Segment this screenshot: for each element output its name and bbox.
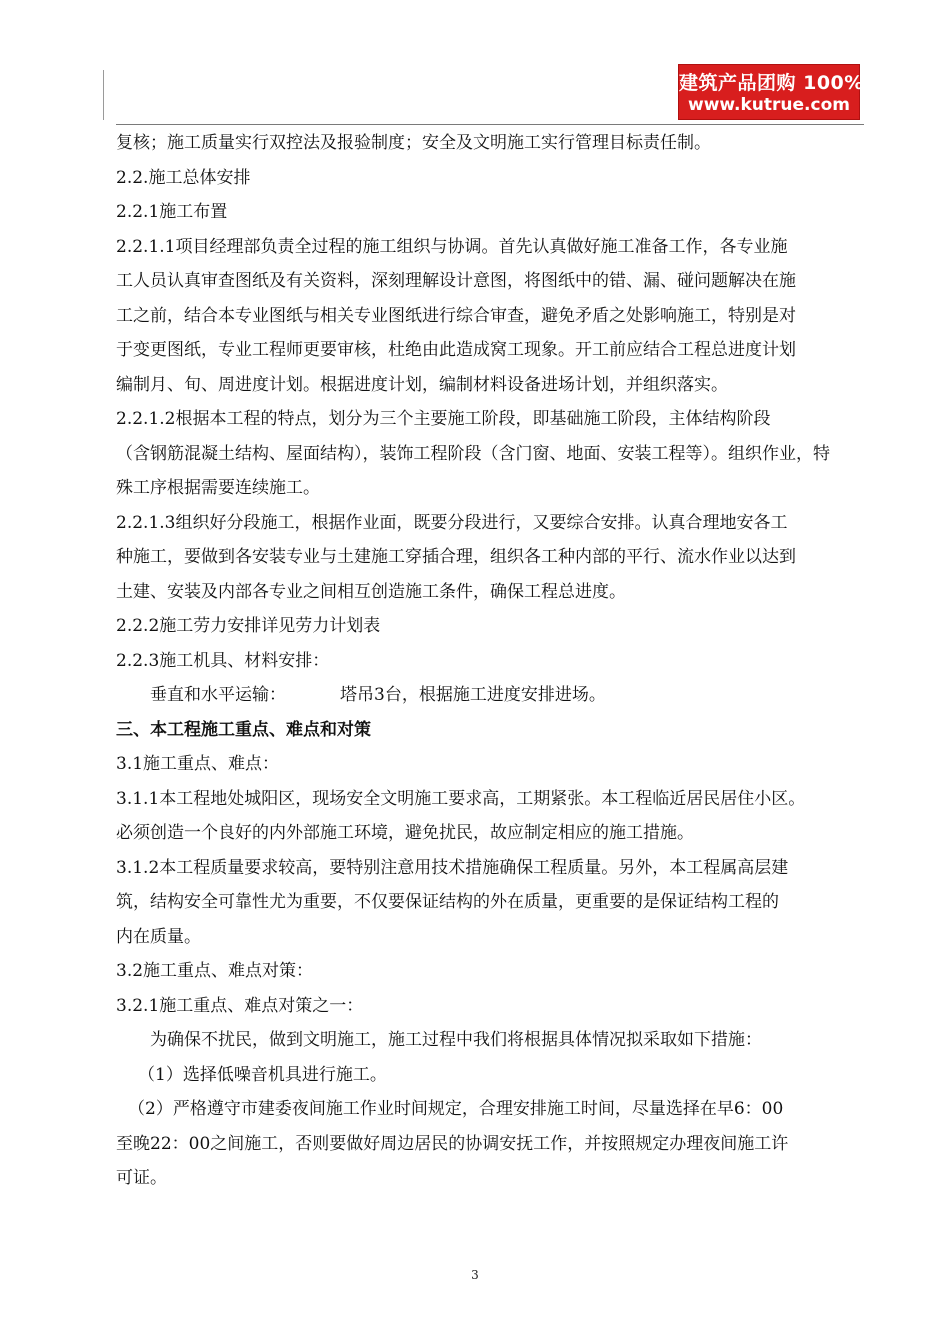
text-line: 内在质量。: [116, 926, 201, 947]
text-line: 复核；施工质量实行双控法及报验制度；安全及文明施工实行管理目标责任制。: [116, 133, 711, 153]
header-divider: [116, 124, 864, 125]
header-left-rule: [103, 70, 104, 120]
list-item: （1）选择低噪音机具进行施工。: [138, 1064, 387, 1085]
text-line: 2.2.1.1项目经理部负责全过程的施工组织与协调。首先认真做好施工准备工作，各专业施: [116, 236, 788, 257]
text-line: 3.1.1本工程地处城阳区，现场安全文明施工要求高，工期紧张。本工程临近居民居住小区。: [116, 788, 806, 809]
subsection-heading: 3.2.1施工重点、难点对策之一：: [116, 995, 364, 1016]
text-line: 2.2.1.3组织好分段施工，根据作业面，既要分段进行，又要综合安排。认真合理地安各工: [116, 512, 788, 533]
text-line: 殊工序根据需要连续施工。: [116, 478, 320, 498]
subsection-heading: 2.2.3施工机具、材料安排：: [116, 650, 330, 671]
text-line: 筑，结构安全可靠性尤为重要，不仅要保证结构的外在质量，更重要的是保证结构工程的: [116, 892, 779, 912]
subsection-heading: 2.2.1施工布置: [116, 202, 228, 222]
text-line: 于变更图纸，专业工程师更要审核，杜绝由此造成窝工现象。开工前应结合工程总进度计划: [116, 340, 796, 360]
text-line: 种施工，要做到各安装专业与土建施工穿插合理，组织各工种内部的平行、流水作业以达到: [116, 547, 796, 567]
transport-label: 垂直和水平运输：: [150, 685, 286, 705]
logo-url: www.kutrue.com: [688, 95, 850, 115]
text-line: 工人员认真审查图纸及有关资料，深刻理解设计意图，将图纸中的错、漏、碰问题解决在施: [116, 271, 796, 291]
page-number: 3: [471, 1268, 479, 1282]
text-line: 3.1.2本工程质量要求较高，要特别注意用技术措施确保工程质量。另外，本工程属高层建: [116, 857, 789, 878]
text-line: 可证。: [116, 1168, 167, 1188]
list-item: （2）严格遵守市建委夜间施工作业时间规定，合理安排施工时间，尽量选择在早6：00: [128, 1099, 784, 1119]
text-line: 至晚22：00之间施工，否则要做好周边居民的协调安抚工作，并按照规定办理夜间施工许: [116, 1133, 789, 1154]
text-line: 必须创造一个良好的内外部施工环境，避免扰民，故应制定相应的施工措施。: [116, 823, 694, 843]
text-line: 2.2.1.2根据本工程的特点，划分为三个主要施工阶段，即基础施工阶段，主体结构阶段: [116, 409, 771, 429]
transport-line: [116, 678, 871, 713]
text-line: （含钢筋混凝土结构、屋面结构），装饰工程阶段（含门窗、地面、安装工程等）。组织作业，特: [116, 443, 830, 464]
text-line: 土建、安装及内部各专业之间相互创造施工条件，确保工程总进度。: [116, 581, 626, 602]
section-heading: 3.2施工重点、难点对策：: [116, 961, 314, 981]
text-line: 编制月、旬、周进度计划。根据进度计划，编制材料设备进场计划，并组织落实。: [116, 374, 728, 395]
document-body: [116, 126, 871, 1196]
text-line: 为确保不扰民，做到文明施工，施工过程中我们将根据具体情况拟采取如下措施：: [150, 1030, 762, 1050]
logo-slogan: 建筑产品团购 100%正品: [679, 72, 903, 94]
brand-logo: [678, 64, 903, 120]
subsection-heading: 2.2.2施工劳力安排详见劳力计划表: [116, 616, 381, 636]
text-line: 工之前，结合本专业图纸与相关专业图纸进行综合审查，避免矛盾之处影响施工，特别是对: [116, 305, 796, 326]
section-heading: 2.2.施工总体安排: [116, 167, 251, 188]
transport-value: 塔吊3台，根据施工进度安排进场。: [340, 685, 606, 705]
section-heading: 3.1施工重点、难点：: [116, 754, 280, 774]
chapter-heading: 三、本工程施工重点、难点和对策: [116, 719, 371, 740]
